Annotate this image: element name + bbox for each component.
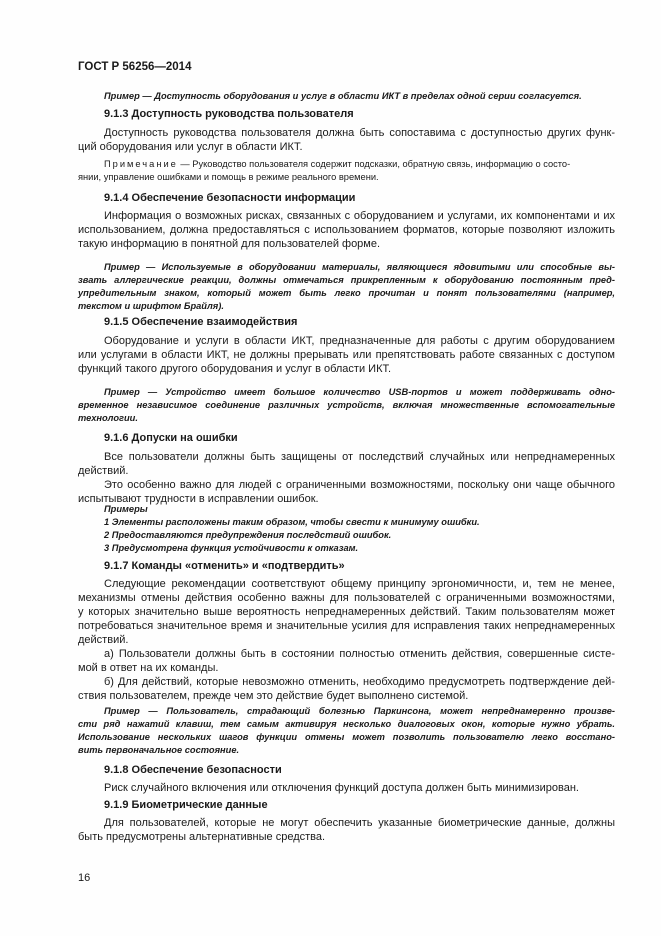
example-line: Пример — Устройство имеет большое количество USB-портов и может поддерживать одно- <box>104 387 615 397</box>
example-item: 2 Предоставляются предупреждения последствий ошибок. <box>104 530 392 540</box>
paragraph-line: Доступность руководства пользователя должна быть сопоставима с доступностью других функ- <box>104 127 615 139</box>
example-line: Пример — Пользователь, страдающий болезнью Паркинсона, может непреднамеренно произве- <box>104 706 615 716</box>
paragraph-line: такую информацию в понятной для пользователей форме. <box>78 238 381 250</box>
paragraph-line: использованием, должна предоставляться с использованием форматов, которые позволяют изложить <box>78 224 615 236</box>
paragraph-line: испытывают трудности в исправлении ошибок. <box>78 493 319 505</box>
paragraph-line: Это особенно важно для людей с ограниченными возможностями, поскольку они чаще обычного <box>104 479 615 491</box>
paragraph-line: ций оборудования или услуг в области ИКТ. <box>78 141 303 153</box>
list-item-a: а) Пользователи должны быть в состоянии полностью отменить действия, совершенные систе- <box>104 648 615 660</box>
list-item-b: ствия пользователем, прежде чем это действие будет выполнено системой. <box>78 690 469 702</box>
section-heading-9-1-6: 9.1.6 Допуски на ошибки <box>104 432 238 444</box>
paragraph-line: Информация о возможных рисках, связанных с оборудованием и услугами, их компонентами и их <box>104 210 615 222</box>
paragraph-line: Для пользователей, которые не могут обеспечить указанные биометрические данные, должны <box>104 817 615 829</box>
example-line: сти ряд нажатий клавиш, тем самым активируя несколько диалоговых окон, которые нужно убрать. <box>78 719 615 729</box>
list-item-b: б) Для действий, которые невозможно отменить, необходимо предусмотреть подтверждение дей- <box>104 676 615 688</box>
paragraph-line: Риск случайного включения или отключения функций доступа должен быть минимизирован. <box>104 782 579 794</box>
paragraph-line: действий. <box>78 634 129 646</box>
page-number: 16 <box>78 872 91 884</box>
standard-header: ГОСТ Р 56256—2014 <box>78 61 192 73</box>
paragraph-line: быть предусмотрены альтернативные средства. <box>78 831 326 843</box>
example-line: звать аллергические реакции, должны отмечаться прикрепленным к оборудованию постоянным пред- <box>78 275 615 285</box>
note-text: — Руководство пользователя содержит подсказки, обратную связь, информацию о состо- <box>177 159 571 169</box>
section-heading-9-1-8: 9.1.8 Обеспечение безопасности <box>104 764 282 776</box>
examples-label: Примеры <box>104 504 148 514</box>
example-line: упредительным знаком, который может быть легко прочитан и понят пользователями (например, <box>78 288 615 298</box>
section-heading-9-1-5: 9.1.5 Обеспечение взаимодействия <box>104 316 298 328</box>
paragraph-line: действий. <box>78 465 129 477</box>
example-line: Пример — Используемые в оборудовании материалы, являющиеся ядовитыми или способные вы- <box>104 262 615 272</box>
example-line: Использование нескольких шагов функции отмены может позволить пользователю легко восстано- <box>78 732 615 742</box>
example-item: 1 Элементы расположены таким образом, чтобы свести к минимуму ошибки. <box>104 517 480 527</box>
note-line: янии, управление ошибками и помощь в режиме реального времени. <box>78 172 379 182</box>
paragraph-line: механизмы отмены действия особенно важны для пользователей с ограниченными возможностями, <box>78 592 615 604</box>
section-heading-9-1-4: 9.1.4 Обеспечение безопасности информации <box>104 192 356 204</box>
paragraph-line: или услугами в области ИКТ, не должны прерывать или препятствовать работе связанных с доступом <box>78 349 615 361</box>
example-line: технологии. <box>78 413 138 423</box>
list-item-a: мой в ответ на их команды. <box>78 662 219 674</box>
example-line: Пример — Доступность оборудования и услуг в области ИКТ в пределах одной серии согласуется. <box>104 91 582 101</box>
example-line: вить первоначальное состояние. <box>78 745 240 755</box>
section-heading-9-1-9: 9.1.9 Биометрические данные <box>104 799 268 811</box>
paragraph-line: потребоваться значительное время и значительные усилия для исправления таких непреднамеренных <box>78 620 615 632</box>
note-label: Примечание <box>104 159 178 169</box>
paragraph-line: Следующие рекомендации соответствуют общему принципу эргономичности, и, тем не менее, <box>104 578 615 590</box>
example-line: текстом и шрифтом Брайля). <box>78 301 224 311</box>
section-heading-9-1-3: 9.1.3 Доступность руководства пользователя <box>104 108 354 120</box>
paragraph-line: Оборудование и услуги в области ИКТ, предназначенные для работы с другим оборудованием <box>104 335 615 347</box>
section-heading-9-1-7: 9.1.7 Команды «отменить» и «подтвердить» <box>104 560 345 572</box>
paragraph-line: у которых значительно выше вероятность непреднамеренных действий. Таким пользователям может <box>78 606 615 618</box>
note-line <box>104 159 570 169</box>
paragraph-line: Все пользователи должны быть защищены от последствий случайных или непреднамеренных <box>104 451 615 463</box>
example-item: 3 Предусмотрена функция устойчивости к отказам. <box>104 543 359 553</box>
example-line: временное независимое соединение различных устройств, включая множественные вспомогательные <box>78 400 615 410</box>
paragraph-line: функций такого другого оборудования и услуг в области ИКТ. <box>78 363 392 375</box>
